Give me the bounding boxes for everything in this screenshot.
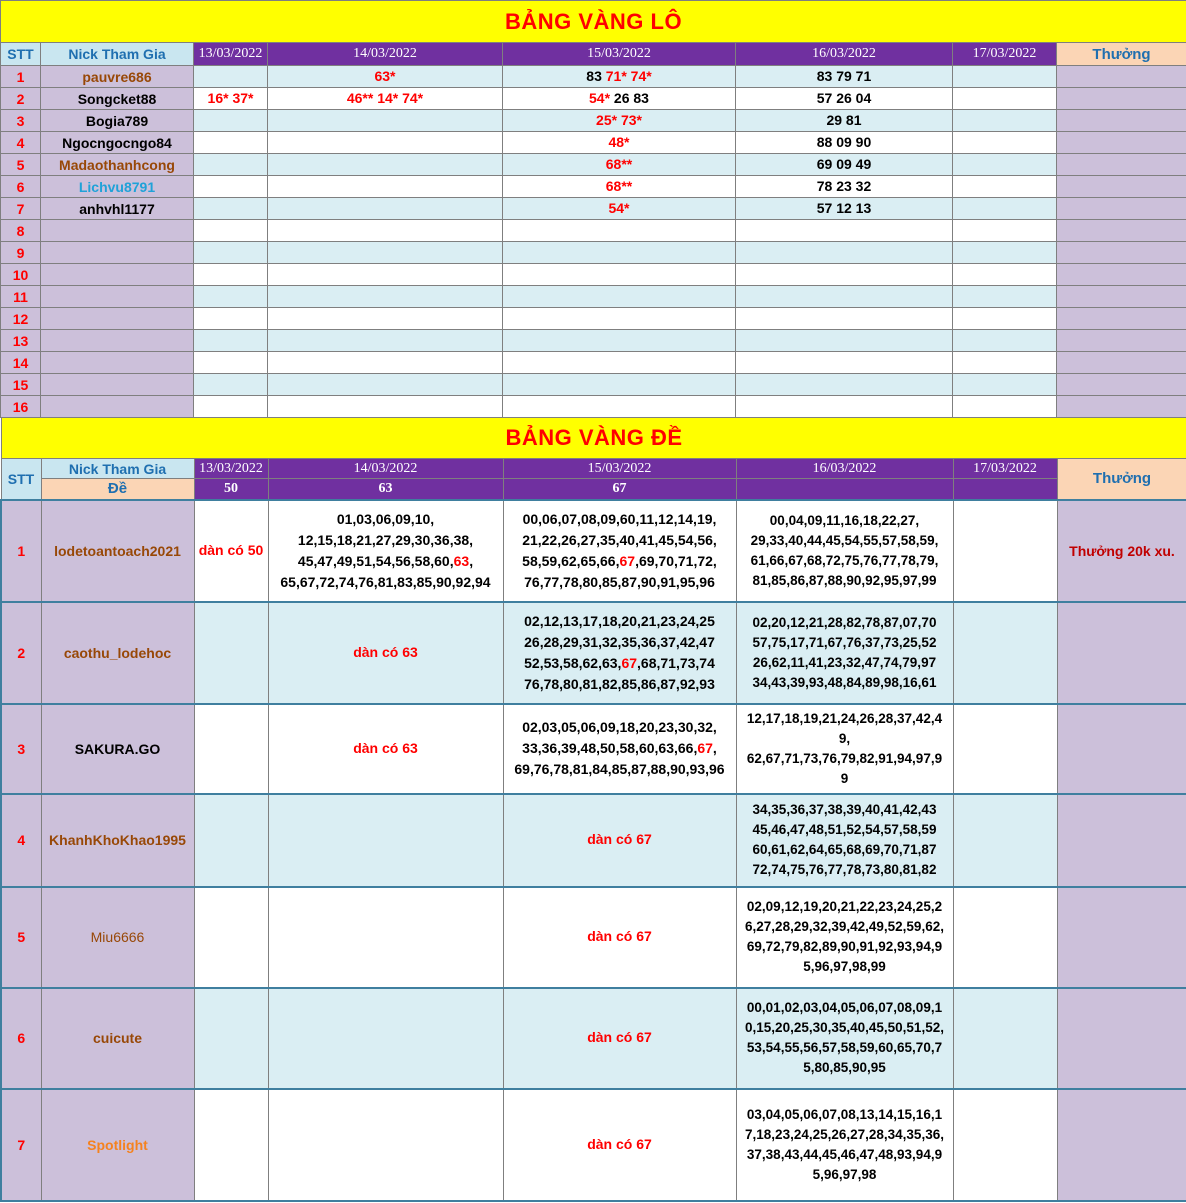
lo-d14-cell	[268, 132, 503, 154]
lo-table-row	[1, 242, 1186, 264]
lo-nick-cell: pauvre686	[41, 66, 194, 88]
de-d16-cell	[736, 500, 953, 602]
highlight-number: 63	[453, 552, 470, 569]
lo-stt-cell: 14	[1, 352, 41, 374]
de-stt-cell: 5	[1, 887, 41, 988]
lo-d15-cell	[503, 88, 736, 110]
lo-d14-cell	[268, 176, 503, 198]
de-nick-cell: caothu_lodehoc	[41, 602, 194, 704]
de-nick-cell: Miu6666	[41, 887, 194, 988]
lo-nick-cell	[41, 286, 194, 308]
lo-date-13: 13/03/2022	[194, 43, 268, 66]
de-result-row	[1, 479, 1186, 500]
lo-nick-cell: Songcket88	[41, 88, 194, 110]
de-table-row	[1, 887, 1186, 988]
lo-stt-cell: 9	[1, 242, 41, 264]
highlight-number: 63*	[374, 67, 396, 84]
de-table-row	[1, 1089, 1186, 1201]
lo-stt-cell: 1	[1, 66, 41, 88]
de-table-row	[1, 500, 1186, 602]
de-d14-cell	[268, 794, 503, 887]
dan-label: dàn có 63	[353, 644, 418, 660]
lo-d17-cell	[953, 176, 1057, 198]
de-d14-cell	[268, 988, 503, 1089]
lo-d16-cell	[736, 286, 953, 308]
de-nick-cell: SAKURA.GO	[41, 704, 194, 794]
de-d17-cell	[953, 704, 1057, 794]
lo-d15-cell	[503, 374, 736, 396]
lo-d14-cell	[268, 374, 503, 396]
lo-d16-cell	[736, 242, 953, 264]
highlight-number: 46** 14* 74*	[346, 89, 424, 106]
lo-d14-cell	[268, 154, 503, 176]
lo-prize-cell	[1057, 88, 1186, 110]
de-prize-cell	[1057, 794, 1186, 887]
de-stt-header: STT	[1, 459, 41, 500]
lo-prize-cell	[1057, 66, 1186, 88]
number-text: 69 09 49	[816, 155, 872, 172]
lo-table-row	[1, 374, 1186, 396]
lo-prize-cell	[1057, 110, 1186, 132]
de-d15-cell	[503, 794, 736, 887]
lo-table-row	[1, 396, 1186, 418]
lo-title: BẢNG VÀNG LÔ	[1, 1, 1186, 43]
lo-d16-cell	[736, 198, 953, 220]
de-d16-cell	[736, 602, 953, 704]
number-text: 57 26 04	[816, 89, 872, 106]
de-d17-cell	[953, 500, 1057, 602]
de-d15-cell	[503, 887, 736, 988]
lo-d13-cell	[194, 220, 268, 242]
de-prize-cell: Thưởng 20k xu.	[1057, 500, 1186, 602]
lo-d17-cell	[953, 242, 1057, 264]
lo-d17-cell	[953, 132, 1057, 154]
number-text: 83	[586, 67, 606, 84]
highlight-number: 48*	[608, 133, 630, 150]
lo-d17-cell	[953, 308, 1057, 330]
lo-nick-header: Nick Tham Gia	[41, 43, 194, 66]
de-d14-cell	[268, 887, 503, 988]
lo-table-row	[1, 352, 1186, 374]
de-stt-cell: 7	[1, 1089, 41, 1201]
lo-table-row	[1, 132, 1186, 154]
de-stt-cell: 1	[1, 500, 41, 602]
lo-date-15: 15/03/2022	[503, 43, 736, 66]
lo-stt-cell: 12	[1, 308, 41, 330]
de-d17-cell	[953, 988, 1057, 1089]
number-text: 57 12 13	[816, 199, 872, 216]
lo-d13-cell	[194, 110, 268, 132]
lo-d17-cell	[953, 154, 1057, 176]
lo-d15-cell	[503, 154, 736, 176]
de-table-row	[1, 794, 1186, 887]
de-date-13: 13/03/2022	[194, 459, 268, 479]
lo-nick-cell: Madaothanhcong	[41, 154, 194, 176]
lo-stt-cell: 3	[1, 110, 41, 132]
de-prize-cell	[1057, 1089, 1186, 1201]
lo-prize-cell	[1057, 220, 1186, 242]
lo-d14-cell	[268, 242, 503, 264]
de-d13-cell	[194, 500, 268, 602]
de-d17-cell	[953, 887, 1057, 988]
lo-header-row	[1, 43, 1186, 66]
lo-d16-cell	[736, 264, 953, 286]
lo-prize-cell	[1057, 286, 1186, 308]
lo-d15-cell	[503, 286, 736, 308]
lo-nick-cell	[41, 220, 194, 242]
lo-d14-cell	[268, 330, 503, 352]
de-d15-cell	[503, 1089, 736, 1201]
de-stt-cell: 4	[1, 794, 41, 887]
dan-label: dàn có 67	[587, 831, 652, 847]
lo-stt-cell: 8	[1, 220, 41, 242]
de-d16-cell	[736, 1089, 953, 1201]
dan-label: dàn có 50	[198, 541, 264, 558]
lo-d15-cell	[503, 242, 736, 264]
de-d14-cell	[268, 602, 503, 704]
highlight-number: 67	[619, 552, 636, 569]
lo-prize-cell	[1057, 374, 1186, 396]
lo-stt-cell: 15	[1, 374, 41, 396]
lo-d15-cell	[503, 308, 736, 330]
lo-d15-cell	[503, 198, 736, 220]
lo-nick-cell: Lichvu8791	[41, 176, 194, 198]
lo-d13-cell	[194, 242, 268, 264]
highlight-number: 68**	[605, 177, 633, 194]
lo-d14-cell	[268, 66, 503, 88]
de-d16-cell	[736, 794, 953, 887]
lo-d16-cell	[736, 352, 953, 374]
lo-d13-cell	[194, 264, 268, 286]
lo-table-row	[1, 308, 1186, 330]
lo-d17-cell	[953, 198, 1057, 220]
lo-stt-cell: 7	[1, 198, 41, 220]
lo-d13-cell	[194, 286, 268, 308]
de-d14-cell	[268, 500, 503, 602]
number-text: 34,35,36,37,38,39,40,41,42,43 45,46,47,48,51,52,54,57,58,59 60,61,62,64,65,68,69,70,71,87 72,74,75,76,77,78,73,80,81,82	[752, 802, 937, 877]
de-d13-cell	[194, 794, 268, 887]
lo-nick-cell	[41, 264, 194, 286]
lo-stt-cell: 10	[1, 264, 41, 286]
lo-d13-cell	[194, 374, 268, 396]
lo-d15-cell	[503, 110, 736, 132]
lo-d15-cell	[503, 264, 736, 286]
lo-d17-cell	[953, 352, 1057, 374]
de-d14-cell	[268, 1089, 503, 1201]
de-d13-cell	[194, 602, 268, 704]
lo-prize-cell	[1057, 198, 1186, 220]
lo-d16-cell	[736, 176, 953, 198]
lo-prize-cell	[1057, 396, 1186, 418]
lo-table-row	[1, 264, 1186, 286]
de-nick-cell: Spotlight	[41, 1089, 194, 1201]
lo-d17-cell	[953, 264, 1057, 286]
lo-d17-cell	[953, 88, 1057, 110]
highlight-number: 54*	[589, 89, 611, 106]
de-d15-cell	[503, 704, 736, 794]
lo-table-row	[1, 66, 1186, 88]
de-table-row	[1, 602, 1186, 704]
number-text: 00,04,09,11,16,18,22,27, 29,33,40,44,45,54,55,57,58,59, 61,66,67,68,72,75,76,77,78,79, 81,85,86,87,88,90,92,95,97,99	[750, 512, 939, 588]
de-prize-cell	[1057, 988, 1186, 1089]
number-text: 01,03,06,09,10, 12,15,18,21,27,29,30,36,38, 45,47,49,51,54,56,58,60,	[297, 510, 474, 569]
de-table-row	[1, 704, 1186, 794]
lo-table-row	[1, 110, 1186, 132]
lo-d13-cell	[194, 154, 268, 176]
de-table-row	[1, 988, 1186, 1089]
de-nick-cell: KhanhKhoKhao1995	[41, 794, 194, 887]
dan-label: dàn có 67	[587, 1029, 652, 1045]
lo-d14-cell	[268, 396, 503, 418]
de-d13-cell	[194, 704, 268, 794]
lo-date-17: 17/03/2022	[953, 43, 1057, 66]
lo-prize-header: Thưởng	[1057, 43, 1186, 66]
lo-d13-cell	[194, 396, 268, 418]
number-text: 29 81	[826, 111, 862, 128]
de-nick-header: Nick Tham Gia	[41, 459, 194, 479]
de-d17-cell	[953, 1089, 1057, 1201]
number-text: 03,04,05,06,07,08,13,14,15,16,1 7,18,23,24,25,26,27,28,34,35,36, 37,38,43,44,45,46,47,48,93,94,9 5,96,97,98	[745, 1106, 944, 1182]
de-d14-cell	[268, 704, 503, 794]
lo-d15-cell	[503, 220, 736, 242]
highlight-number: 68**	[605, 155, 633, 172]
lo-table-row	[1, 220, 1186, 242]
lo-d16-cell	[736, 88, 953, 110]
de-table	[0, 417, 1186, 1202]
de-d15-cell	[503, 602, 736, 704]
lo-nick-cell	[41, 330, 194, 352]
de-nick-cell: cuicute	[41, 988, 194, 1089]
lo-d13-cell	[194, 352, 268, 374]
lo-d14-cell	[268, 110, 503, 132]
de-nick-cell: lodetoantoach2021	[41, 500, 194, 602]
lo-nick-cell	[41, 396, 194, 418]
de-d17-cell	[953, 794, 1057, 887]
de-d17-cell	[953, 602, 1057, 704]
lo-nick-cell	[41, 308, 194, 330]
lo-d13-cell	[194, 308, 268, 330]
lo-d16-cell	[736, 220, 953, 242]
lo-d16-cell	[736, 396, 953, 418]
number-text: , 65,67,72,74,76,81,83,85,90,92,94	[280, 552, 491, 590]
lo-nick-cell	[41, 374, 194, 396]
lo-d16-cell	[736, 66, 953, 88]
lo-d16-cell	[736, 132, 953, 154]
de-prize-cell	[1057, 704, 1186, 794]
lo-d14-cell	[268, 352, 503, 374]
lo-d13-cell	[194, 330, 268, 352]
number-text: 83 79 71	[816, 67, 872, 84]
lo-table-row	[1, 286, 1186, 308]
lo-nick-cell	[41, 242, 194, 264]
de-prize-cell	[1057, 602, 1186, 704]
lo-d17-cell	[953, 66, 1057, 88]
de-result-13: 50	[194, 479, 268, 500]
number-text: 78 23 32	[816, 177, 872, 194]
lo-d13-cell	[194, 176, 268, 198]
de-d15-cell	[503, 500, 736, 602]
number-text: 00,06,07,08,09,60,11,12,14,19, 21,22,26,27,35,40,41,45,54,56, 58,59,62,65,66,	[522, 510, 717, 569]
de-result-17	[953, 479, 1057, 500]
lo-d14-cell	[268, 286, 503, 308]
lo-d17-cell	[953, 286, 1057, 308]
lo-prize-cell	[1057, 264, 1186, 286]
de-prize-cell	[1057, 887, 1186, 988]
de-d15-cell	[503, 988, 736, 1089]
de-date-16: 16/03/2022	[736, 459, 953, 479]
de-stt-cell: 2	[1, 602, 41, 704]
lo-prize-cell	[1057, 242, 1186, 264]
de-stt-cell: 3	[1, 704, 41, 794]
de-stt-cell: 6	[1, 988, 41, 1089]
de-result-15: 67	[503, 479, 736, 500]
lo-table-row	[1, 330, 1186, 352]
highlight-number: 16* 37*	[207, 89, 254, 106]
lo-d16-cell	[736, 154, 953, 176]
lo-nick-cell	[41, 352, 194, 374]
lo-d13-cell	[194, 198, 268, 220]
lo-stt-cell: 13	[1, 330, 41, 352]
lo-date-16: 16/03/2022	[736, 43, 953, 66]
lo-d16-cell	[736, 374, 953, 396]
lo-nick-cell: Ngocngocngo84	[41, 132, 194, 154]
lo-d13-cell	[194, 88, 268, 110]
de-d16-cell	[736, 887, 953, 988]
lo-prize-cell	[1057, 330, 1186, 352]
de-date-15: 15/03/2022	[503, 459, 736, 479]
number-text: 26 83	[610, 89, 649, 106]
lo-prize-cell	[1057, 154, 1186, 176]
number-text: 02,12,13,17,18,20,21,23,24,25 26,28,29,31,32,35,36,37,42,47 52,53,58,62,63,	[524, 612, 715, 671]
lo-prize-cell	[1057, 308, 1186, 330]
highlight-number: 71* 74*	[605, 67, 652, 84]
lo-nick-cell: anhvhl1177	[41, 198, 194, 220]
de-d13-cell	[194, 887, 268, 988]
lo-prize-cell	[1057, 352, 1186, 374]
lo-d15-cell	[503, 396, 736, 418]
lo-d15-cell	[503, 352, 736, 374]
number-text: 02,03,05,06,09,18,20,23,30,32, 33,36,39,48,50,58,60,63,66,	[522, 719, 717, 756]
de-d13-cell	[194, 988, 268, 1089]
dan-label: dàn có 67	[587, 928, 652, 944]
lo-stt-cell: 16	[1, 396, 41, 418]
lo-d14-cell	[268, 308, 503, 330]
highlight-number: 67	[697, 740, 713, 756]
lo-stt-cell: 4	[1, 132, 41, 154]
number-text: 00,01,02,03,04,05,06,07,08,09,1 0,15,20,25,30,35,40,45,50,51,52, 53,54,55,56,57,58,59,60,65,70,7 5,80,85,90,95	[745, 1000, 944, 1075]
lo-d16-cell	[736, 330, 953, 352]
number-text: 88 09 90	[816, 133, 872, 150]
number-text: ,68,71,73,74 76,78,80,81,82,85,86,87,92,93	[524, 654, 715, 692]
number-text: 02,20,12,21,28,82,78,87,07,70 57,75,17,71,67,76,37,73,25,52 26,62,11,41,23,32,47,74,79,97 34,43,39,93,48,84,89,98,16,61	[752, 614, 937, 690]
de-d16-cell	[736, 988, 953, 1089]
de-result-16	[736, 479, 953, 500]
de-result-14: 63	[268, 479, 503, 500]
lo-d13-cell	[194, 132, 268, 154]
highlight-number: 54*	[608, 199, 630, 216]
de-nick-header-line2: Đề	[41, 479, 194, 500]
lo-d15-cell	[503, 176, 736, 198]
lo-table	[0, 0, 1186, 418]
lo-d14-cell	[268, 264, 503, 286]
number-text: , 69,76,78,81,84,85,87,88,90,93,96	[514, 740, 725, 777]
lo-d17-cell	[953, 220, 1057, 242]
de-date-14: 14/03/2022	[268, 459, 503, 479]
lo-d14-cell	[268, 88, 503, 110]
lo-d14-cell	[268, 220, 503, 242]
lo-d17-cell	[953, 110, 1057, 132]
lo-d17-cell	[953, 330, 1057, 352]
lo-nick-cell: Bogia789	[41, 110, 194, 132]
de-d16-cell	[736, 704, 953, 794]
highlight-number: 67	[621, 654, 638, 671]
lo-d15-cell	[503, 330, 736, 352]
lo-d17-cell	[953, 396, 1057, 418]
lo-stt-header: STT	[1, 43, 41, 66]
dan-label: dàn có 67	[587, 1135, 652, 1152]
number-text: ,69,70,71,72, 76,77,78,80,85,87,90,91,95,96	[524, 552, 717, 590]
lo-d15-cell	[503, 66, 736, 88]
dan-label: dàn có 63	[353, 740, 418, 756]
lo-table-row	[1, 88, 1186, 110]
de-date-17: 17/03/2022	[953, 459, 1057, 479]
de-header-row	[1, 459, 1186, 479]
highlight-number: 25* 73*	[596, 111, 642, 128]
lo-d14-cell	[268, 198, 503, 220]
lo-stt-cell: 11	[1, 286, 41, 308]
de-prize-header: Thưởng	[1057, 459, 1186, 500]
de-title: BẢNG VÀNG ĐỀ	[1, 418, 1186, 459]
lo-d16-cell	[736, 110, 953, 132]
lo-d13-cell	[194, 66, 268, 88]
lo-prize-cell	[1057, 176, 1186, 198]
lo-stt-cell: 5	[1, 154, 41, 176]
number-text: 12,17,18,19,21,24,26,28,37,42,4 9, 62,67,71,73,76,79,82,91,94,97,9 9	[746, 710, 943, 786]
lo-d15-cell	[503, 132, 736, 154]
lo-prize-cell	[1057, 132, 1186, 154]
lo-date-14: 14/03/2022	[268, 43, 503, 66]
lo-d16-cell	[736, 308, 953, 330]
lo-stt-cell: 6	[1, 176, 41, 198]
number-text: 02,09,12,19,20,21,22,23,24,25,2 6,27,28,29,32,39,42,49,52,59,62, 69,72,79,82,89,90,91,92,93,94,9 5,96,97,98,99	[745, 899, 944, 974]
lo-table-row	[1, 198, 1186, 220]
lo-stt-cell: 2	[1, 88, 41, 110]
lo-d17-cell	[953, 374, 1057, 396]
de-d13-cell	[194, 1089, 268, 1201]
lo-table-row	[1, 154, 1186, 176]
lo-table-row	[1, 176, 1186, 198]
